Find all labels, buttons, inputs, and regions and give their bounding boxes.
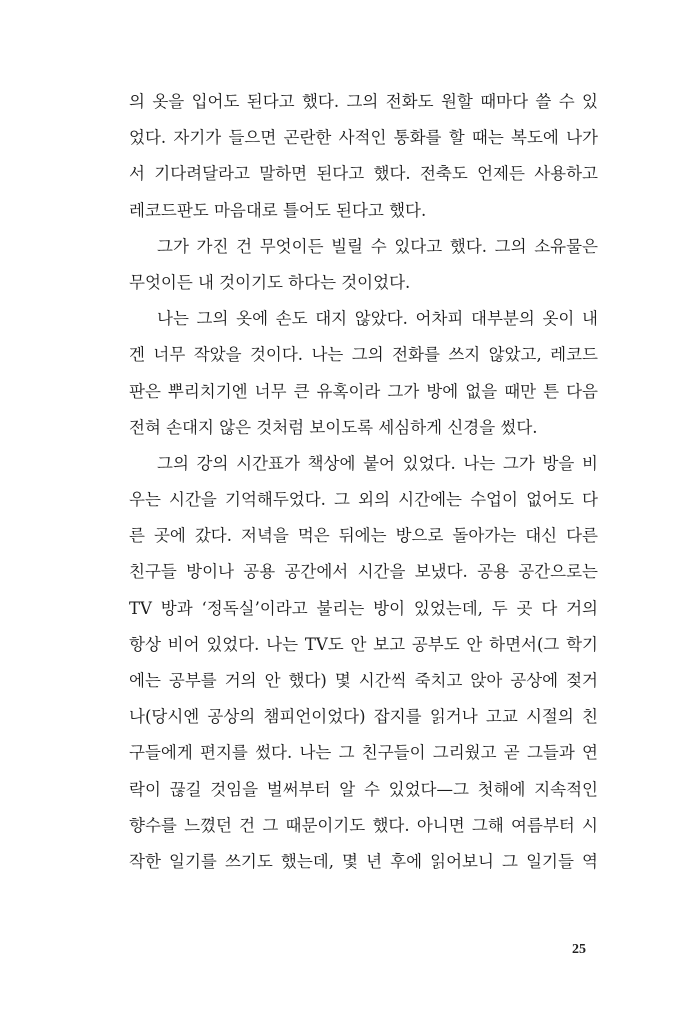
text-line: 나(당시엔 공상의 챔피언이었다) 잡지를 읽거나 고교 시절의 친 — [129, 707, 598, 727]
text-line: 었다. 자기가 들으면 곤란한 사적인 통화를 할 때는 복도에 나가 — [129, 128, 598, 148]
text-line: 나는 그의 옷에 손도 대지 않았다. 어차피 대부분의 옷이 내 — [157, 309, 598, 329]
text-line: 구들에게 편지를 썼다. 나는 그 친구들이 그리웠고 곧 그들과 연 — [129, 743, 598, 763]
body-text — [129, 84, 598, 880]
paragraph — [129, 301, 598, 446]
text-line: 무엇이든 내 것이기도 하다는 것이었다. — [129, 272, 411, 292]
text-line: TV 방과 ‘정독실’이라고 불리는 방이 있었는데, 두 곳 다 거의 — [129, 598, 598, 618]
paragraph — [129, 84, 598, 229]
text-line: 른 곳에 갔다. 저녁을 먹은 뒤에는 방으로 돌아가는 대신 다른 — [129, 526, 598, 546]
text-line: 친구들 방이나 공용 공간에서 시간을 보냈다. 공용 공간으로는 — [129, 562, 598, 582]
text-line: 우는 시간을 기억해두었다. 그 외의 시간에는 수업이 없어도 다 — [129, 490, 598, 510]
text-line: 항상 비어 있었다. 나는 TV도 안 보고 공부도 안 하면서(그 학기 — [129, 634, 598, 654]
text-line: 레코드판도 마음대로 틀어도 된다고 했다. — [129, 200, 427, 220]
text-line: 작한 일기를 쓰기도 했는데, 몇 년 후에 읽어보니 그 일기들 역 — [129, 851, 598, 871]
text-line: 서 기다려달라고 말하면 된다고 했다. 전축도 언제든 사용하고 — [129, 164, 598, 184]
text-line: 전혀 손대지 않은 것처럼 보이도록 세심하게 신경을 썼다. — [129, 417, 538, 437]
text-line: 판은 뿌리치기엔 너무 큰 유혹이라 그가 방에 없을 때만 튼 다음 — [129, 381, 598, 401]
paragraph — [129, 446, 598, 880]
text-line: 에는 공부를 거의 안 했다) 몇 시간씩 죽치고 앉아 공상에 젖거 — [129, 671, 598, 690]
paragraph — [129, 229, 598, 301]
text-line: 겐 너무 작았을 것이다. 나는 그의 전화를 쓰지 않았고, 레코드 — [129, 345, 598, 365]
text-line: 그가 가진 건 무엇이든 빌릴 수 있다고 했다. 그의 소유물은 — [157, 236, 598, 256]
text-line: 의 옷을 입어도 된다고 했다. 그의 전화도 원할 때마다 쓸 수 있 — [129, 92, 598, 111]
text-line: 그의 강의 시간표가 책상에 붙어 있었다. 나는 그가 방을 비 — [157, 453, 598, 473]
text-line: 향수를 느꼈던 건 그 때문이기도 했다. 아니면 그해 여름부터 시 — [129, 815, 598, 835]
page-number: 25 — [572, 942, 586, 957]
text-line: 락이 끊길 것임을 벌써부터 알 수 있었다—그 첫해에 지속적인 — [129, 779, 598, 799]
